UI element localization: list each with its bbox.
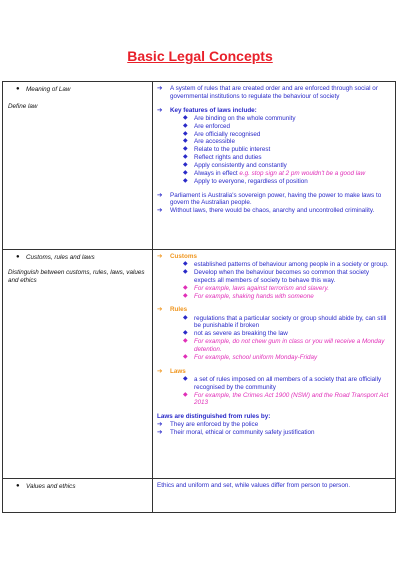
- topic-label: Meaning of Law: [26, 86, 71, 93]
- arrow-icon: ➔: [157, 253, 163, 260]
- list-item: ◆ not as severe as breaking the law: [183, 330, 288, 338]
- notes-table: [2, 81, 396, 513]
- arrow-icon: ➔: [157, 429, 163, 437]
- arrow-icon: ➔: [157, 191, 163, 199]
- topic-cell: [3, 479, 153, 513]
- table-row: [3, 479, 396, 513]
- parliament-text: Parliament is Australia's sovereign power, having the power to make laws to govern the Australian people.: [170, 191, 382, 207]
- diamond-icon: ◆: [183, 314, 188, 321]
- list-item: Their moral, ethical or community safety justification: [170, 429, 315, 437]
- distinguished-heading: Laws are distinguished from rules by:: [157, 413, 271, 421]
- arrow-icon: ➔: [157, 421, 163, 429]
- table-row: [3, 82, 396, 250]
- diamond-icon: ◆: [183, 122, 188, 129]
- arrow-icon: ➔: [157, 306, 163, 314]
- values-text: Ethics and uniform and set, while values differ from person to person.: [157, 482, 351, 489]
- list-item: ◆ For example, do not chew gum in class or you will receive a Monday detention.: [183, 338, 385, 353]
- list-item: ◆ For example, shaking hands with someone: [183, 292, 314, 300]
- content-cell: [153, 479, 396, 513]
- diamond-icon: ◆: [183, 375, 188, 382]
- diamond-icon: ◆: [183, 154, 188, 161]
- diamond-icon: ◆: [183, 338, 188, 345]
- laws-heading: Laws: [170, 367, 186, 375]
- diamond-icon: ◆: [183, 261, 188, 268]
- diamond-icon: ◆: [183, 391, 188, 398]
- list-item: ◆ a set of rules imposed on all members of a society that are officially recognised by the community: [183, 375, 382, 391]
- diamond-icon: ◆: [183, 268, 188, 275]
- topic-subtitle: Define law: [8, 102, 38, 110]
- list-item: ◆ regulations that a particular society or group should abide by, can still be punishable if broken: [183, 314, 387, 330]
- list-item: ◆ For example, the Crimes Act 1900 (NSW) and the Road Transport Act 2013: [183, 391, 389, 407]
- topic-cell: [3, 82, 153, 250]
- diamond-icon: ◆: [183, 353, 188, 360]
- bullet-icon: ●: [16, 86, 20, 92]
- definition-text: A system of rules that are created order and are enforced through social or governmental institutions to regulate the behaviour of society: [170, 85, 378, 100]
- list-item: They are enforced by the police: [170, 421, 259, 429]
- list-item: ◆ Develop when the behaviour becomes so common that society expects all members of society to behave this way.: [183, 268, 370, 284]
- without-laws-text: Without laws, there would be chaos, anarchy and uncontrolled criminality.: [170, 207, 375, 215]
- diamond-icon: ◆: [183, 177, 188, 184]
- diamond-icon: ◆: [183, 114, 188, 121]
- rules-heading: Rules: [170, 306, 188, 314]
- diamond-icon: ◆: [183, 292, 188, 299]
- list-item: ◆ Relate to the public interest: [183, 146, 271, 154]
- list-item: ◆ For example, laws against terrorism and slavery.: [183, 284, 329, 292]
- list-item: ◆ Are binding on the whole community: [183, 114, 296, 122]
- content-cell: [153, 250, 396, 479]
- list-item: ◆ Apply consistently and constantly: [183, 162, 287, 169]
- list-item: ◆ Are enforced: [183, 122, 231, 130]
- list-item: ◆ Are accessible: [183, 138, 235, 146]
- arrow-icon: ➔: [157, 207, 163, 215]
- example-text: e.g. stop sign at 2 pm wouldn't be a good law: [239, 169, 366, 177]
- page-title: Basic Legal Concepts: [127, 48, 273, 64]
- topic-subtitle: Distinguish between customs, rules, laws, values and ethics: [8, 268, 145, 284]
- list-item: ◆ Reflect rights and duties: [183, 154, 262, 162]
- topic-label: Customs, rules and laws: [26, 254, 95, 261]
- diamond-icon: ◆: [183, 138, 188, 145]
- features-heading: Key features of laws include:: [170, 106, 257, 114]
- list-item: ◆ Are officially recognised: [183, 130, 261, 138]
- topic-cell: [3, 250, 153, 479]
- arrow-icon: ➔: [157, 85, 163, 92]
- diamond-icon: ◆: [183, 169, 188, 176]
- bullet-icon: ●: [16, 483, 20, 489]
- table-row: [3, 250, 396, 479]
- diamond-icon: ◆: [183, 284, 188, 291]
- list-item: ◆ established patterns of behaviour among people in a society or group.: [183, 261, 389, 269]
- customs-heading: Customs: [170, 253, 197, 260]
- arrow-icon: ➔: [157, 106, 163, 114]
- list-item: ◆ Apply to everyone, regardless of position: [183, 177, 308, 185]
- topic-label: Values and ethics: [26, 483, 76, 490]
- arrow-icon: ➔: [157, 367, 163, 375]
- list-item: ◆ For example, school uniform Monday-Friday: [183, 353, 318, 361]
- bullet-icon: ●: [16, 254, 20, 260]
- diamond-icon: ◆: [183, 330, 188, 337]
- diamond-icon: ◆: [183, 146, 188, 153]
- list-item: ◆ Always in effect e.g. stop sign at 2 pm wouldn't be a good law: [183, 169, 366, 177]
- diamond-icon: ◆: [183, 130, 188, 137]
- content-cell: [153, 82, 396, 250]
- diamond-icon: ◆: [183, 162, 188, 168]
